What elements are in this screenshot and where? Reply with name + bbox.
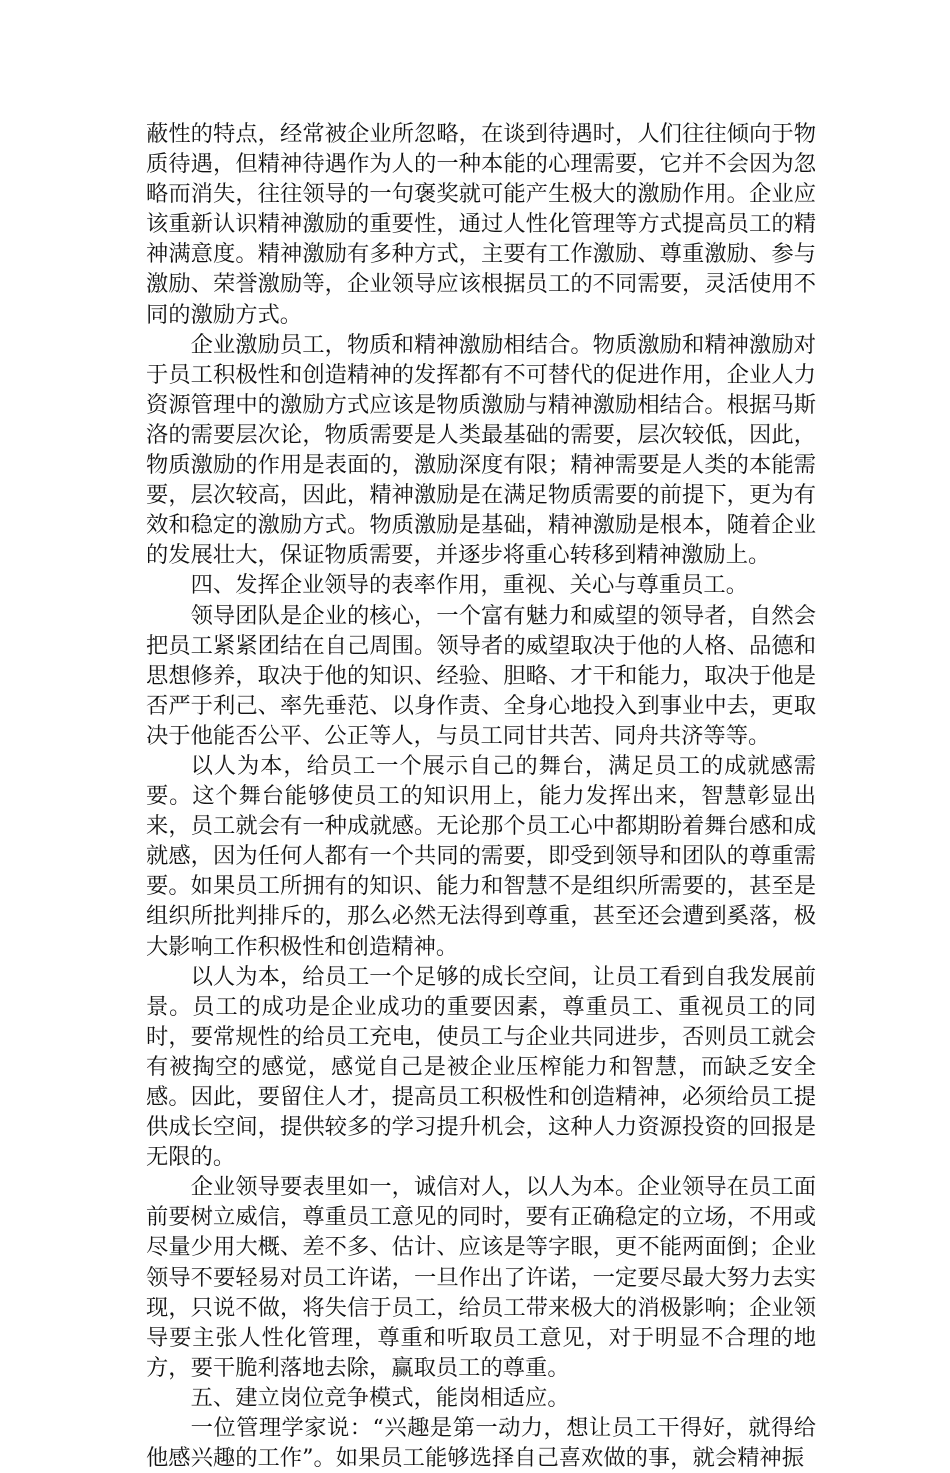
document-body (146, 119, 816, 1473)
paragraph: 以人为本，给员工一个展示自己的舞台，满足员工的成就感需要。这个舞台能够使员工的知识用上，能力发挥出来，智慧彰显出来，员工就会有一种成就感。无论那个员工心中都期盼着舞台感和成就感，因为任何人都有一个共同的需要，即受到领导和团队的尊重需要。如果员工所拥有的知识、能力和智慧不是组织所需要的，甚至是组织所批判排斥的，那么必然无法得到尊重，甚至还会遭到奚落，极大影响工作积极性和创造精神。 (146, 752, 816, 960)
paragraph: 企业激励员工，物质和精神激励相结合。物质激励和精神激励对于员工积极性和创造精神的发挥都有不可替代的促进作用，企业人力资源管理中的激励方式应该是物质激励与精神激励相结合。根据马斯洛的需要层次论，物质需要是人类最基础的需要，层次较低，因此，物质激励的作用是表面的，激励深度有限；精神需要是人类的本能需要，层次较高，因此，精神激励是在满足物质需要的前提下，更为有效和稳定的激励方式。物质激励是基础，精神激励是根本，随着企业的发展壮大，保证物质需要，并逐步将重心转移到精神激励上。 (146, 331, 816, 569)
section-heading: 五、建立岗位竞争模式，能岗相适应。 (190, 1384, 570, 1411)
section-heading: 四、发挥企业领导的表率作用，重视、关心与尊重员工。 (190, 572, 749, 599)
paragraph: 一位管理学家说：“兴趣是第一动力，想让员工干得好，就得给他感兴趣的工作”。如果员工能够选择自己喜欢做的事，就会精神振 (146, 1415, 816, 1472)
paragraph: 以人为本，给员工一个足够的成长空间，让员工看到自我发展前景。员工的成功是企业成功的重要因素，尊重员工、重视员工的同时，要常规性的给员工充电，使员工与企业共同进步，否则员工就会有被掏空的感觉，感觉自己是被企业压榨能力和智慧，而缺乏安全感。因此，要留住人才，提高员工积极性和创造精神，必须给员工提供成长空间，提供较多的学习提升机会，这种人力资源投资的回报是无限的。 (146, 963, 816, 1171)
paragraph: 企业领导要表里如一，诚信对人，以人为本。企业领导在员工面前要树立威信，尊重员工意见的同时，要有正确稳定的立场，不用或尽量少用大概、差不多、估计、应该是等字眼，更不能两面倒；企业领导不要轻易对员工许诺，一旦作出了许诺，一定要尽最大努力去实现，只说不做，将失信于员工，给员工带来极大的消极影响；企业领导要主张人性化管理，尊重和听取员工意见，对于明显不合理的地方，要干脆利落地去除，赢取员工的尊重。 (146, 1174, 816, 1381)
paragraph: 领导团队是企业的核心，一个富有魅力和威望的领导者，自然会把员工紧紧团结在自己周围。领导者的威望取决于他的人格、品德和思想修养，取决于他的知识、经验、胆略、才干和能力，取决于他是否严于利己、率先垂范、以身作责、全身心地投入到事业中去，更取决于他能否公平、公正等人，与员工同甘共苦、同舟共济等等。 (146, 602, 816, 749)
paragraph-continued: 蔽性的特点，经常被企业所忽略，在谈到待遇时，人们往往倾向于物质待遇，但精神待遇作为人的一种本能的心理需要，它并不会因为忽略而消失，往往领导的一句褒奖就可能产生极大的激励作用。企业应该重新认识精神激励的重要性，通过人性化管理等方式提高员工的精神满意度。精神激励有多种方式，主要有工作激励、尊重激励、参与激励、荣誉激励等，企业领导应该根据员工的不同需要，灵活使用不同的激励方式。 (146, 121, 816, 328)
